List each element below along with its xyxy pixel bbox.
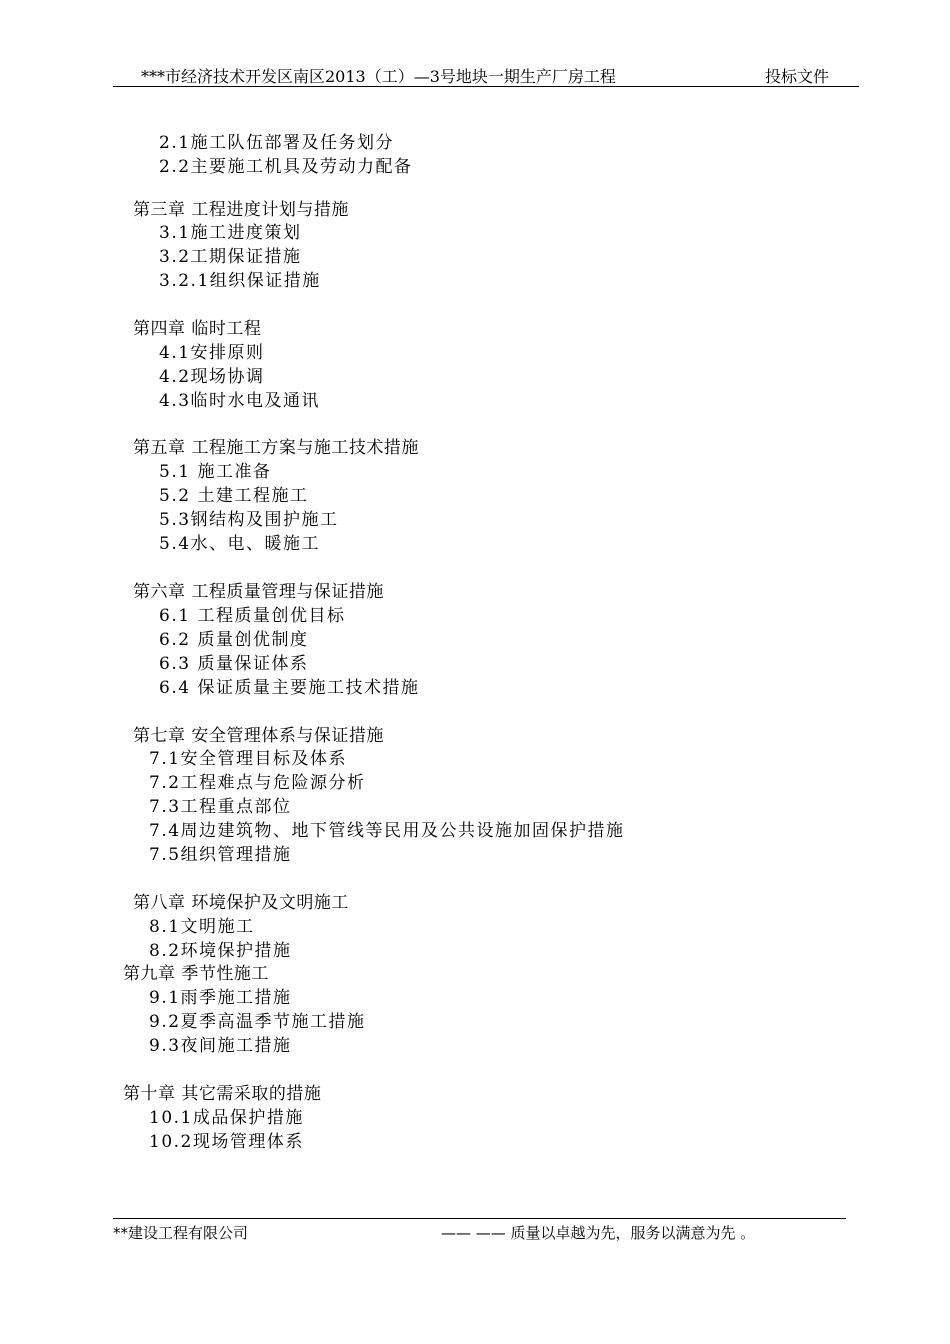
toc-entry: 4.1安排原则	[159, 343, 265, 363]
toc-entry: 6.3 质量保证体系	[159, 654, 309, 674]
toc-entry: 9.1雨季施工措施	[149, 988, 292, 1008]
toc-entry: 5.1 施工准备	[159, 462, 272, 482]
toc-entry: 6.1 工程质量创优目标	[159, 606, 346, 626]
toc-entry: 6.4 保证质量主要施工技术措施	[159, 678, 420, 698]
toc-entry: 2.1施工队伍部署及任务划分	[159, 133, 395, 153]
toc-entry: 3.2工期保证措施	[159, 247, 302, 267]
page-footer	[113, 1218, 846, 1245]
toc-entry: 5.4水、电、暖施工	[159, 534, 321, 554]
toc-chapter: 第四章 临时工程	[133, 319, 262, 339]
toc-entry: 7.1安全管理目标及体系	[149, 749, 348, 769]
toc-entry: 7.5组织管理措施	[149, 845, 292, 865]
toc-entry: 4.2现场协调	[159, 367, 265, 387]
toc-entry: 10.2现场管理体系	[149, 1132, 304, 1152]
toc-chapter: 第九章 季节性施工	[123, 964, 269, 984]
toc-chapter: 第八章 环境保护及文明施工	[133, 893, 349, 913]
toc-chapter: 第六章 工程质量管理与保证措施	[133, 582, 384, 602]
toc-entry: 3.2.1组织保证措施	[159, 271, 321, 291]
header-document-type: 投标文件	[765, 67, 830, 86]
toc-entry: 5.3钢结构及围护施工	[159, 510, 339, 530]
toc-entry: 7.4周边建筑物、地下管线等民用及公共设施加固保护措施	[149, 821, 625, 841]
toc-entry: 5.2 土建工程施工	[159, 486, 309, 506]
toc-entry: 6.2 质量创优制度	[159, 630, 309, 650]
footer-slogan: —— —— 质量以卓越为先，服务以满意为先 。	[441, 1224, 756, 1242]
toc-entry: 3.1施工进度策划	[159, 223, 302, 243]
toc-entry: 4.3临时水电及通讯	[159, 391, 321, 411]
toc-entry: 8.2环境保护措施	[149, 941, 292, 961]
header-project-title: ***市经济技术开发区南区2013（工）—3号地块一期生产厂房工程	[141, 67, 616, 86]
toc-entry: 2.2主要施工机具及劳动力配备	[159, 157, 413, 177]
page-header	[113, 62, 859, 87]
toc-entry: 10.1成品保护措施	[149, 1108, 304, 1128]
toc-entry: 8.1文明施工	[149, 917, 255, 937]
footer-company: **建设工程有限公司	[113, 1224, 249, 1242]
toc-entry: 9.2夏季高温季节施工措施	[149, 1012, 366, 1032]
toc-chapter: 第七章 安全管理体系与保证措施	[133, 726, 384, 746]
toc-chapter: 第五章 工程施工方案与施工技术措施	[133, 438, 419, 458]
toc-entry: 7.2工程难点与危险源分析	[149, 773, 366, 793]
toc-entry: 9.3夜间施工措施	[149, 1036, 292, 1056]
toc-entry: 7.3工程重点部位	[149, 797, 292, 817]
toc-chapter: 第三章 工程进度计划与措施	[133, 200, 349, 220]
toc-chapter: 第十章 其它需采取的措施	[123, 1084, 322, 1104]
